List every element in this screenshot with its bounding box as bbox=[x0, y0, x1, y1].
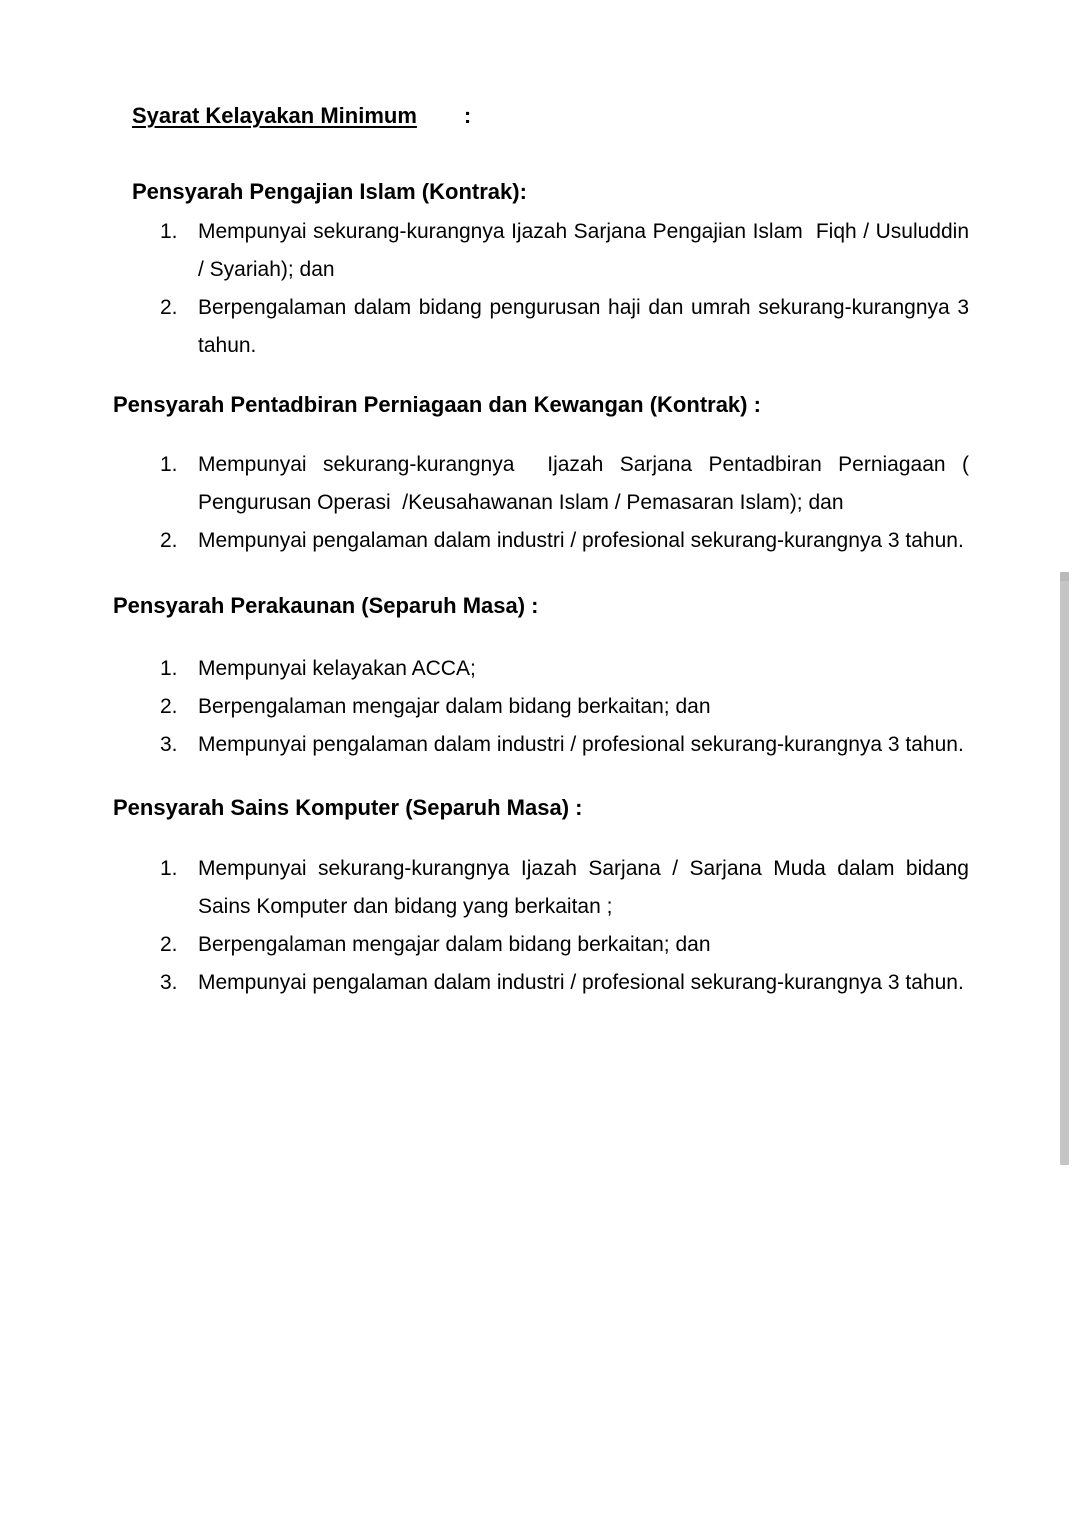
list-item bbox=[160, 926, 969, 964]
section-heading: Pensyarah Pentadbiran Perniagaan dan Kewangan (Kontrak) : bbox=[113, 392, 761, 417]
list-item-text: Berpengalaman mengajar dalam bidang berkaitan; dan bbox=[198, 933, 711, 956]
section-heading: Pensyarah Pengajian Islam (Kontrak): bbox=[132, 179, 527, 204]
list-item-text: Mempunyai pengalaman dalam industri / profesional sekurang-kurangnya 3 tahun. bbox=[198, 529, 964, 552]
numbered-list bbox=[160, 650, 969, 764]
section-perakaunan bbox=[113, 591, 969, 764]
list-item-number: 3. bbox=[160, 971, 178, 994]
list-item-text: Mempunyai pengalaman dalam industri / profesional sekurang-kurangnya 3 tahun. bbox=[198, 733, 964, 756]
list-item-number: 1. bbox=[160, 453, 178, 476]
list-item-text: Mempunyai sekurang-kurangnya Ijazah Sarjana Pengajian Islam Fiqh / Usuluddin / Syariah); dan bbox=[198, 220, 975, 281]
section-pentadbiran-perniagaan bbox=[113, 390, 975, 560]
list-item bbox=[160, 446, 975, 522]
list-item bbox=[160, 213, 975, 289]
list-item-number: 1. bbox=[160, 657, 178, 680]
list-item-number: 2. bbox=[160, 296, 178, 319]
list-item bbox=[160, 726, 969, 764]
list-item-number: 1. bbox=[160, 857, 178, 880]
scrollbar-thumb-cap bbox=[1060, 572, 1069, 581]
section-pengajian-islam bbox=[113, 177, 975, 365]
list-item-number: 2. bbox=[160, 529, 178, 552]
scrollbar-thumb[interactable] bbox=[1060, 572, 1069, 1165]
numbered-list bbox=[160, 850, 975, 1002]
list-item-text: Mempunyai sekurang-kurangnya Ijazah Sarjana Pentadbiran Perniagaan ( Pengurusan Operasi /Keusahawanan Islam / Pemasaran Islam); dan bbox=[198, 453, 975, 514]
page-title-text: Syarat Kelayakan Minimum bbox=[132, 103, 417, 128]
list-item-number: 1. bbox=[160, 220, 178, 243]
list-item bbox=[160, 650, 969, 688]
list-item bbox=[160, 688, 969, 726]
page-title bbox=[132, 101, 969, 131]
list-item-text: Mempunyai sekurang-kurangnya Ijazah Sarjana / Sarjana Muda dalam bidang Sains Komputer dan bidang yang berkaitan ; bbox=[198, 857, 975, 918]
list-item bbox=[160, 964, 969, 1002]
numbered-list bbox=[160, 213, 975, 365]
numbered-list bbox=[160, 446, 975, 560]
list-item-number: 2. bbox=[160, 933, 178, 956]
section-heading: Pensyarah Sains Komputer (Separuh Masa) : bbox=[113, 795, 583, 820]
list-item-number: 2. bbox=[160, 695, 178, 718]
list-item-text: Mempunyai pengalaman dalam industri / profesional sekurang-kurangnya 3 tahun. bbox=[198, 971, 964, 994]
list-item-text: Berpengalaman dalam bidang pengurusan haji dan umrah sekurang-kurangnya 3 tahun. bbox=[198, 296, 975, 357]
section-heading: Pensyarah Perakaunan (Separuh Masa) : bbox=[113, 593, 539, 618]
list-item bbox=[160, 522, 969, 560]
list-item-number: 3. bbox=[160, 733, 178, 756]
page-title-colon: : bbox=[463, 103, 472, 128]
list-item bbox=[160, 850, 975, 926]
list-item-text: Mempunyai kelayakan ACCA; bbox=[198, 657, 476, 680]
list-item-text: Berpengalaman mengajar dalam bidang berkaitan; dan bbox=[198, 695, 711, 718]
list-item bbox=[160, 289, 975, 365]
section-sains-komputer bbox=[113, 793, 975, 1002]
